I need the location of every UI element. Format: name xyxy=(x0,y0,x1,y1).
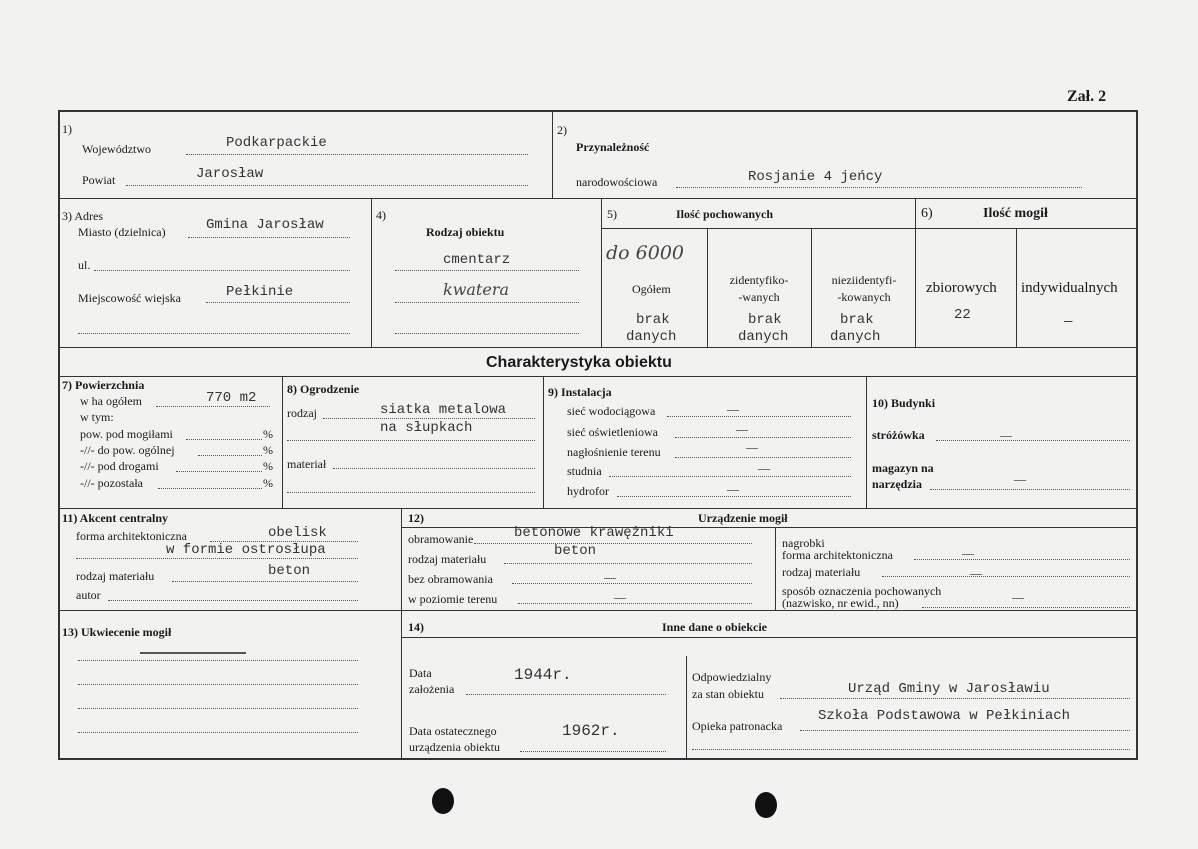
dotted-line xyxy=(466,694,666,695)
dotted-line xyxy=(94,270,350,271)
dash: — xyxy=(758,461,770,475)
divider xyxy=(915,198,916,347)
w-tym-label: w tym: xyxy=(80,410,114,424)
indywidualnych-value: — xyxy=(1064,314,1073,330)
percent: % xyxy=(263,443,273,457)
powiat-label: Powiat xyxy=(82,173,116,187)
obram-material-label: rodzaj materiału xyxy=(408,552,487,566)
akcent-forma-value-2: w formie ostrosłupa xyxy=(166,542,326,558)
dotted-line xyxy=(882,576,1130,577)
dotted-line xyxy=(78,660,358,661)
zid-brak: brak xyxy=(748,312,782,328)
nagrobki-material-label: rodzaj materiału xyxy=(782,565,861,579)
powierzchnia-title: 7) Powierzchnia xyxy=(62,378,145,392)
dotted-line xyxy=(287,440,535,441)
magazyn-label: magazyn na xyxy=(872,461,934,475)
bez-obramowania-label: bez obramowania xyxy=(408,572,493,586)
akcent-title: 11) Akcent centralny xyxy=(62,511,168,525)
sposob-label: sposób oznaczenia pochowanych xyxy=(782,584,942,598)
attachment-label: Zał. 2 xyxy=(1067,88,1107,105)
dotted-line xyxy=(922,607,1130,608)
divider xyxy=(282,376,283,508)
dash: — xyxy=(1000,428,1012,442)
dash: — xyxy=(727,482,739,496)
narodowosc-value: Rosjanie 4 jeńcy xyxy=(748,169,883,185)
budynki-title: 10) Budynki xyxy=(872,396,936,410)
wies-label: Miejscowość wiejska xyxy=(78,291,181,305)
odpowiedzialny-label: Odpowiedzialny xyxy=(692,670,772,684)
pow-ogolna-label: -//- do pow. ogólnej xyxy=(80,443,175,457)
niezidentyfikowanych-label: nieziidentyfi- xyxy=(831,273,897,287)
dotted-line xyxy=(667,416,851,417)
section-number: 12) xyxy=(408,511,424,525)
dotted-line xyxy=(333,468,535,469)
percent: % xyxy=(263,459,273,473)
odpowiedzialny-value: Urząd Gminy w Jarosławiu xyxy=(848,681,1050,697)
ogolem-danych: danych xyxy=(626,329,677,345)
divider xyxy=(58,610,1138,611)
dotted-line xyxy=(186,439,262,440)
akcent-autor-label: autor xyxy=(76,588,101,602)
ogrodzenie-title: 8) Ogrodzenie xyxy=(287,382,360,396)
obramowanie-label: obramowanie xyxy=(408,532,474,546)
zbiorowych-label: zbiorowych xyxy=(926,280,997,296)
divider xyxy=(58,347,1138,348)
dotted-line xyxy=(800,730,1130,731)
dotted-line xyxy=(395,302,579,303)
zidentyfikowanych-label: zidentyfiko- xyxy=(729,273,789,287)
indywidualnych-label: indywidualnych xyxy=(1021,280,1118,296)
dash: — xyxy=(970,566,982,580)
dotted-line xyxy=(520,751,666,752)
akcent-material-label: rodzaj materiału xyxy=(76,569,155,583)
divider xyxy=(58,376,1138,377)
w-poziomie-label: w poziomie terenu xyxy=(408,592,498,606)
section-number: 5) xyxy=(607,207,617,221)
dotted-line xyxy=(156,406,270,407)
instalacja-wodociag-label: sieć wodociągowa xyxy=(567,404,656,418)
section-number: 14) xyxy=(408,620,424,634)
dotted-line xyxy=(692,749,1130,750)
rodzaj-obiektu-value-2: kwatera xyxy=(443,280,510,299)
dash: — xyxy=(614,590,626,604)
dotted-line xyxy=(395,333,579,334)
data-ostatecznego-value: 1962r. xyxy=(562,722,620,740)
akcent-forma-label: forma architektoniczna xyxy=(76,529,187,543)
dotted-line xyxy=(914,559,1130,560)
divider xyxy=(1016,228,1017,347)
ogrodzenie-rodzaj-value: siatka metalowa xyxy=(380,402,507,418)
dotted-line xyxy=(76,558,358,559)
zid-danych: danych xyxy=(738,329,789,345)
instalacja-naglosnienie-label: nagłośnienie terenu xyxy=(567,445,661,459)
dash: — xyxy=(604,570,616,584)
data-ostatecznego-label-2: urządzenia obiektu xyxy=(409,740,500,754)
ilosc-mogil-label: Ilość mogił xyxy=(983,206,1048,221)
divider xyxy=(866,376,867,508)
divider xyxy=(371,198,372,347)
ha-value: 770 m2 xyxy=(206,390,257,406)
opieka-value: Szkoła Podstawowa w Pełkiniach xyxy=(818,708,1071,724)
wojewodztwo-value: Podkarpackie xyxy=(226,135,327,151)
dash: — xyxy=(746,440,758,454)
divider xyxy=(543,376,544,508)
dotted-line xyxy=(126,185,528,186)
ogrodzenie-rodzaj-label: rodzaj xyxy=(287,406,317,420)
urzadzenie-mogil-title: Urządzenie mogił xyxy=(698,511,788,525)
ogolem-label: Ogółem xyxy=(632,282,671,296)
punch-hole xyxy=(755,792,777,818)
divider xyxy=(401,527,1138,528)
nzid-danych: danych xyxy=(830,329,881,345)
narodowosciowa-label: narodowościowa xyxy=(576,175,658,189)
dotted-line xyxy=(206,302,350,303)
divider xyxy=(552,110,553,198)
divider xyxy=(601,228,1138,229)
rodzaj-obiektu-value: cmentarz xyxy=(443,252,511,268)
percent: % xyxy=(263,476,273,490)
sposob-label-2: (nazwisko, nr ewid., nn) xyxy=(782,596,899,610)
adres-label: 3) Adres xyxy=(62,209,103,223)
powiat-value: Jarosław xyxy=(196,166,264,182)
percent: % xyxy=(263,427,273,441)
nagrobki-label: nagrobki xyxy=(782,536,825,550)
pow-pozostala-label: -//- pozostała xyxy=(80,476,143,490)
instalacja-studnia-label: studnia xyxy=(567,464,602,478)
divider xyxy=(775,527,776,610)
section-number: 2) xyxy=(557,123,567,137)
dotted-line xyxy=(158,488,262,489)
section-number: 4) xyxy=(376,208,386,222)
nzid-brak: brak xyxy=(840,312,874,328)
dash: — xyxy=(727,402,739,416)
data-ostatecznego-label: Data ostatecznego xyxy=(409,724,497,738)
dotted-line xyxy=(936,440,1130,441)
dotted-line xyxy=(108,600,358,601)
ogolem-value: do 6000 xyxy=(606,242,684,264)
dotted-line xyxy=(198,455,262,456)
dotted-line xyxy=(395,270,579,271)
dotted-line xyxy=(172,581,358,582)
miasto-label: Miasto (dzielnica) xyxy=(78,225,166,239)
dotted-line xyxy=(287,492,535,493)
obram-material-value: beton xyxy=(554,543,597,559)
data-zalozenia-label: Data xyxy=(409,666,432,680)
dotted-line xyxy=(676,187,1082,188)
dash: — xyxy=(1012,590,1024,604)
akcent-forma-value: obelisk xyxy=(268,525,327,541)
dotted-line xyxy=(512,583,752,584)
divider xyxy=(601,198,602,347)
pow-mogily-label: pow. pod mogiłami xyxy=(80,427,173,441)
zbiorowych-value: 22 xyxy=(954,307,971,323)
pow-drogi-label: -//- pod drogami xyxy=(80,459,159,473)
ogrodzenie-material-label: materiał xyxy=(287,457,327,471)
nagrobki-forma-label: forma architektoniczna xyxy=(782,548,893,562)
miasto-value: Gmina Jarosław xyxy=(206,217,324,233)
data-zalozenia-label-2: założenia xyxy=(409,682,455,696)
dotted-line xyxy=(780,698,1130,699)
odpowiedzialny-label-2: za stan obiektu xyxy=(692,687,764,701)
dotted-line xyxy=(930,489,1130,490)
wies-value: Pełkinie xyxy=(226,284,294,300)
dotted-line xyxy=(176,471,262,472)
obramowanie-value: betonowe krawężniki xyxy=(514,525,674,541)
ha-label: w ha ogółem xyxy=(80,394,142,408)
section-title: Charakterystyka obiektu xyxy=(486,354,672,371)
magazyn-label-2: narzędzia xyxy=(872,477,922,491)
handwritten-dash xyxy=(140,652,246,654)
section-number: 6) xyxy=(921,206,933,221)
dotted-line xyxy=(78,732,358,733)
ilosc-pochowanych-label: Ilość pochowanych xyxy=(676,207,774,221)
section-number: 1) xyxy=(62,122,72,136)
dash: — xyxy=(962,546,974,560)
dotted-line xyxy=(78,708,358,709)
inne-dane-title: Inne dane o obiekcie xyxy=(662,620,768,634)
strozowka-label: stróżówka xyxy=(872,428,925,442)
data-zalozenia-value: 1944r. xyxy=(514,666,572,684)
divider xyxy=(58,508,1138,509)
dotted-line xyxy=(518,603,752,604)
ogolem-brak: brak xyxy=(636,312,670,328)
dotted-line xyxy=(78,333,350,334)
dash: — xyxy=(1014,472,1026,486)
ukwiecenie-title: 13) Ukwiecenie mogił xyxy=(62,625,172,639)
dotted-line xyxy=(609,476,851,477)
divider xyxy=(401,637,1138,638)
divider xyxy=(401,508,402,760)
ogrodzenie-rodzaj-value-2: na słupkach xyxy=(380,420,473,436)
rodzaj-obiektu-label: Rodzaj obiektu xyxy=(426,225,505,239)
dotted-line xyxy=(78,684,358,685)
ul-label: ul. xyxy=(78,258,91,272)
dotted-line xyxy=(323,418,535,419)
dotted-line xyxy=(675,437,851,438)
divider xyxy=(58,198,1138,199)
dotted-line xyxy=(675,457,851,458)
przynaleznosc-label: Przynależność xyxy=(576,140,650,154)
dash: — xyxy=(736,422,748,436)
instalacja-title: 9) Instalacja xyxy=(548,385,612,399)
niezidentyfikowanych-label-2: -kowanych xyxy=(837,290,891,304)
dotted-line xyxy=(188,237,350,238)
akcent-material-value: beton xyxy=(268,563,311,579)
divider xyxy=(707,228,708,347)
dotted-line xyxy=(186,154,528,155)
divider xyxy=(811,228,812,347)
dotted-line xyxy=(504,563,752,564)
instalacja-hydrofor-label: hydrofor xyxy=(567,484,609,498)
instalacja-oswietlenie-label: sieć oświetleniowa xyxy=(567,425,658,439)
punch-hole xyxy=(432,788,454,814)
zidentyfikowanych-label-2: -wanych xyxy=(738,290,780,304)
dotted-line xyxy=(474,543,752,544)
wojewodztwo-label: Województwo xyxy=(82,142,152,156)
divider xyxy=(686,656,687,760)
opieka-label: Opieka patronacka xyxy=(692,719,783,733)
